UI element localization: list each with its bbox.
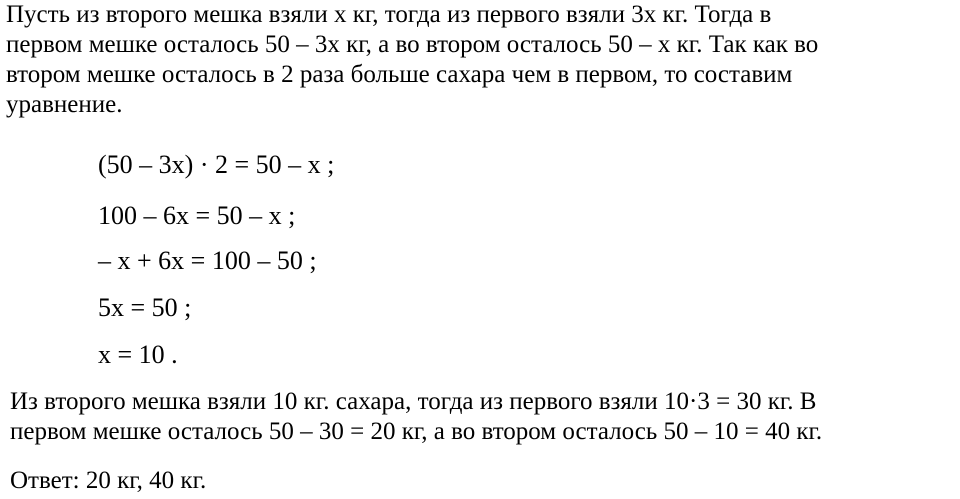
intro-line-4: уравнение. — [6, 91, 123, 118]
conclusion-line-2: первом мешке осталось 50 – 30 = 20 кг, а во втором осталось 50 – 10 = 40 кг. — [10, 418, 823, 445]
equation-1: (50 – 3x) · 2 = 50 – x ; — [98, 150, 335, 179]
equation-4: 5x = 50 ; — [98, 293, 192, 322]
equation-3: – x + 6x = 100 – 50 ; — [98, 246, 317, 275]
equation-2: 100 – 6x = 50 – x ; — [98, 201, 296, 230]
conclusion-line-1: Из второго мешка взяли 10 кг. сахара, тогда из первого взяли 10·3 = 30 кг. В — [10, 388, 817, 415]
intro-line-1: Пусть из второго мешка взяли x кг, тогда из первого взяли 3x кг. Тогда в — [6, 1, 772, 28]
answer-line: Ответ: 20 кг, 40 кг. — [10, 467, 207, 494]
equation-5: x = 10 . — [98, 340, 178, 369]
solution-intro-paragraph — [6, 0, 818, 120]
intro-line-3: втором мешке осталось в 2 раза больше сахара чем в первом, то составим — [6, 61, 793, 88]
intro-line-2: первом мешке осталось 50 – 3x кг, а во втором осталось 50 – x кг. Так как во — [6, 31, 819, 58]
solution-conclusion-paragraph — [10, 387, 822, 447]
